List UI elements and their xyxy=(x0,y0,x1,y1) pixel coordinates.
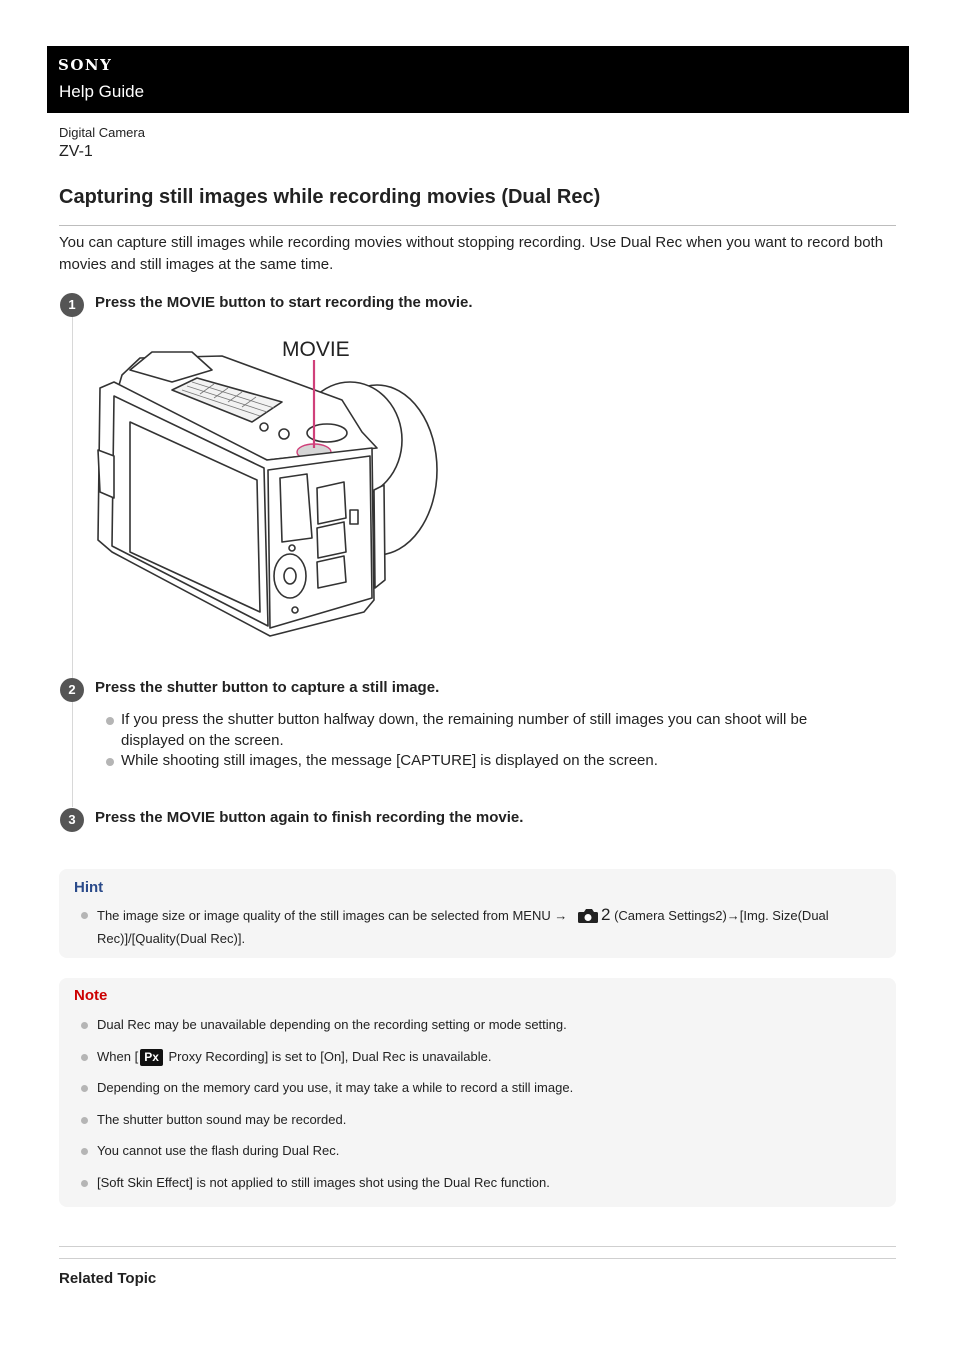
step-connector-line xyxy=(72,701,73,807)
camera-settings-number: 2 xyxy=(601,905,611,924)
camera-settings-icon xyxy=(577,908,599,929)
list-item: Dual Rec may be unavailable depending on the recording setting or mode setting. xyxy=(81,1015,871,1034)
step-3-badge: 3 xyxy=(60,808,84,832)
proxy-recording-icon: Px xyxy=(140,1049,163,1066)
step-1-badge: 1 xyxy=(60,293,84,317)
list-item: Depending on the memory card you use, it may take a while to record a still image. xyxy=(81,1078,871,1097)
help-guide-label[interactable]: Help Guide xyxy=(59,82,145,101)
intro-text: You can capture still images while recording movies without stopping recording. Use Dual Rec when you want to record both movies and still images at the same time. xyxy=(59,234,884,273)
list-item xyxy=(81,1047,871,1066)
product-model: ZV-1 xyxy=(59,143,93,160)
list-item: [Soft Skin Effect] is not applied to still images shot using the Dual Rec function. xyxy=(81,1173,871,1192)
step-2-text: Press the shutter button to capture a still image. xyxy=(95,679,440,696)
sony-logo[interactable]: SONY xyxy=(58,56,113,74)
step-2-bullet-list xyxy=(104,710,864,772)
section-divider xyxy=(59,1258,896,1259)
note-text-after: Proxy Recording] is set to [On], Dual Rec is unavailable. xyxy=(168,1048,492,1064)
list-item: While shooting still images, the message [CAPTURE] is displayed on the screen. xyxy=(104,751,864,772)
hint-text-after: (Camera Settings2)→[Img. Size(Dual Rec)]/[Quality(Dual Rec)]. xyxy=(97,908,829,946)
note-box xyxy=(59,978,896,1207)
page-title: Capturing still images while recording movies (Dual Rec) xyxy=(59,186,601,208)
note-text-before: When [ xyxy=(97,1048,139,1064)
note-list xyxy=(81,1015,871,1204)
list-item: You cannot use the flash during Dual Rec. xyxy=(81,1141,871,1160)
related-topic-heading: Related Topic xyxy=(59,1270,157,1287)
section-divider xyxy=(59,1246,896,1247)
step-3-text: Press the MOVIE button again to finish recording the movie. xyxy=(95,809,524,826)
list-item xyxy=(81,905,871,948)
site-header xyxy=(47,46,909,113)
product-type: Digital Camera xyxy=(59,125,145,140)
hint-list xyxy=(81,905,871,948)
note-title: Note xyxy=(74,987,108,1004)
hint-title: Hint xyxy=(74,879,104,896)
hint-text-before: The image size or image quality of the still images can be selected from MENU → xyxy=(97,908,568,923)
step-2-badge: 2 xyxy=(60,678,84,702)
movie-callout-label: MOVIE xyxy=(282,338,350,361)
hint-box xyxy=(59,869,896,958)
list-item: If you press the shutter button halfway down, the remaining number of still images you can shoot will be displayed on the screen. xyxy=(104,710,864,751)
camera-illustration xyxy=(92,330,442,640)
list-item: The shutter button sound may be recorded. xyxy=(81,1110,871,1129)
step-1-text: Press the MOVIE button to start recording the movie. xyxy=(95,294,473,311)
step-connector-line xyxy=(72,316,73,678)
title-divider xyxy=(59,225,896,226)
